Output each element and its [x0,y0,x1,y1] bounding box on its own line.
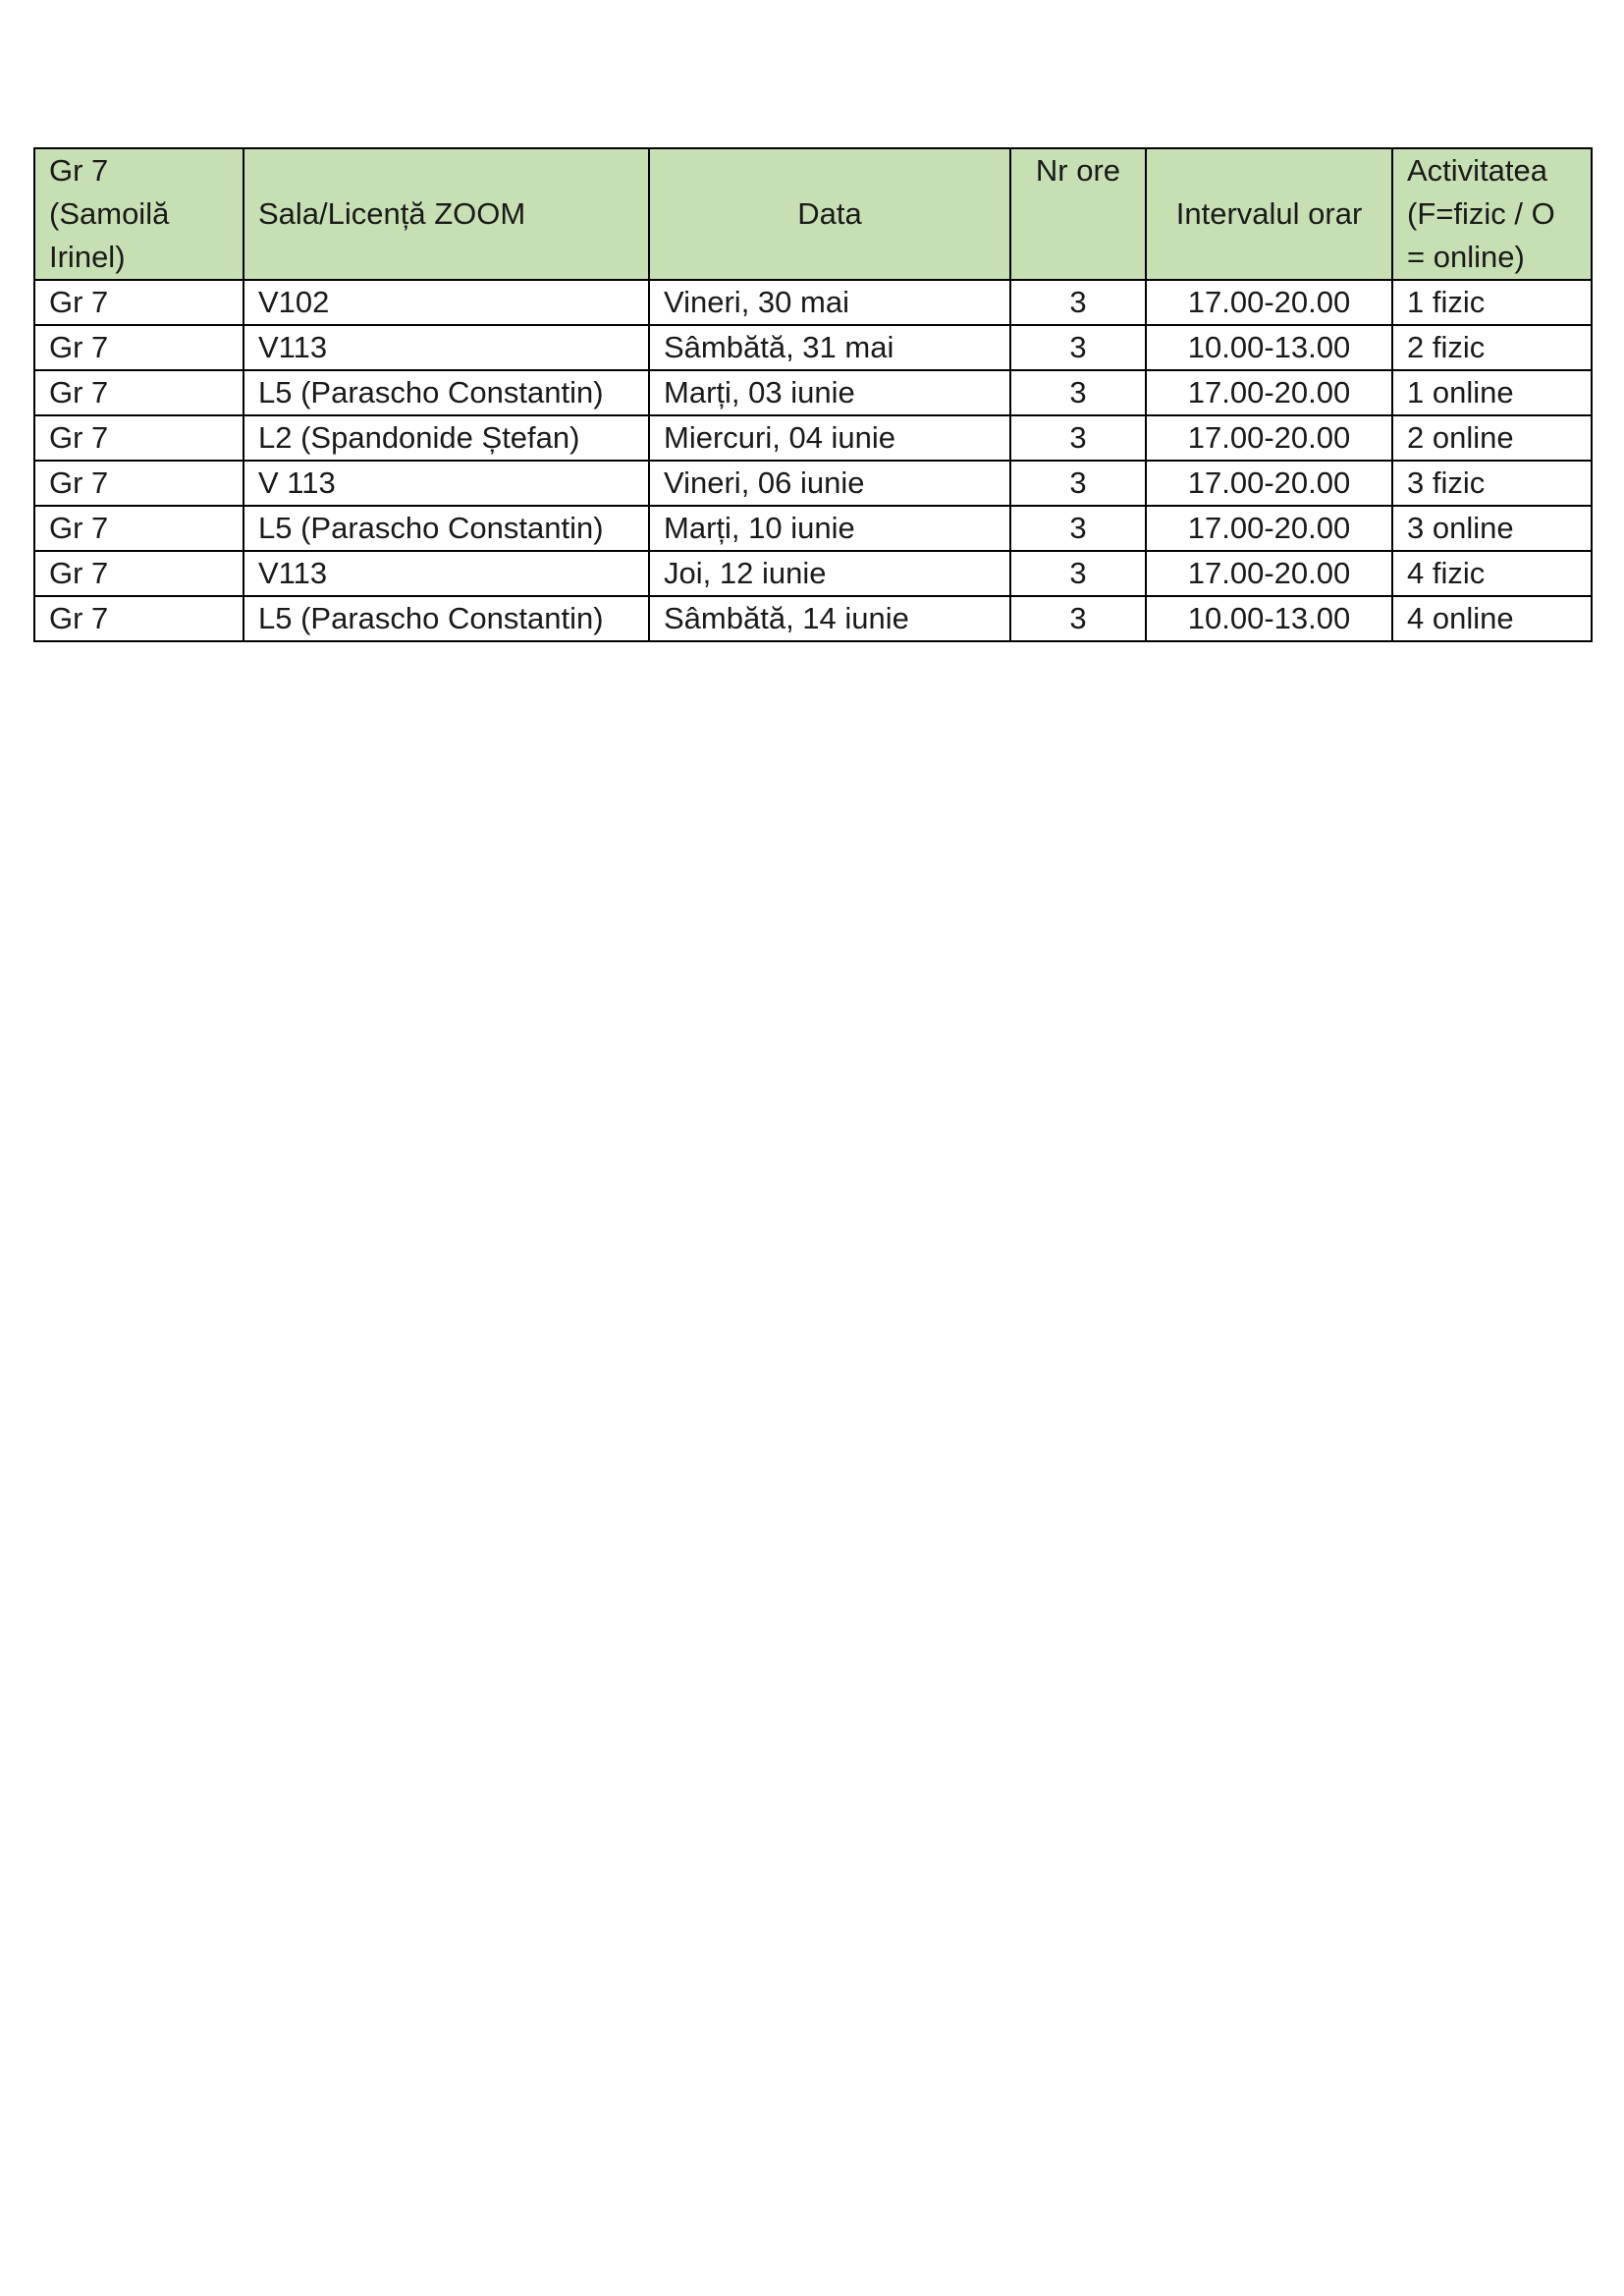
table-row [34,551,1592,596]
cell-hours: 3 [1010,596,1146,641]
cell-interval: 17.00-20.00 [1146,551,1392,596]
header-date: Data [649,148,1010,280]
cell-date: Sâmbătă, 14 iunie [649,596,1010,641]
cell-group: Gr 7 [34,280,244,325]
cell-hours: 3 [1010,325,1146,370]
header-row [34,148,1592,280]
cell-activity: 4 fizic [1392,551,1592,596]
cell-date: Sâmbătă, 31 mai [649,325,1010,370]
table-row [34,461,1592,506]
cell-activity: 4 online [1392,596,1592,641]
cell-date: Marți, 10 iunie [649,506,1010,551]
cell-activity: 3 online [1392,506,1592,551]
cell-activity: 1 online [1392,370,1592,415]
table-row [34,370,1592,415]
cell-interval: 17.00-20.00 [1146,506,1392,551]
cell-room: L5 (Parascho Constantin) [244,596,649,641]
table-row [34,325,1592,370]
schedule-table [33,147,1593,642]
cell-date: Vineri, 06 iunie [649,461,1010,506]
table-row [34,415,1592,461]
cell-hours: 3 [1010,280,1146,325]
cell-room: V 113 [244,461,649,506]
header-interval: Intervalul orar [1146,148,1392,280]
header-hours: Nr ore [1010,148,1146,280]
cell-group: Gr 7 [34,551,244,596]
header-activity: Activitatea (F=fizic / O = online) [1392,148,1592,280]
cell-interval: 17.00-20.00 [1146,415,1392,461]
cell-group: Gr 7 [34,415,244,461]
cell-activity: 2 online [1392,415,1592,461]
cell-room: L5 (Parascho Constantin) [244,370,649,415]
table-row [34,506,1592,551]
table-header [34,148,1592,280]
cell-interval: 17.00-20.00 [1146,370,1392,415]
cell-room: V113 [244,325,649,370]
table-row [34,280,1592,325]
cell-group: Gr 7 [34,461,244,506]
cell-interval: 10.00-13.00 [1146,325,1392,370]
cell-date: Vineri, 30 mai [649,280,1010,325]
cell-hours: 3 [1010,506,1146,551]
cell-hours: 3 [1010,370,1146,415]
table-body [34,280,1592,641]
cell-hours: 3 [1010,461,1146,506]
cell-activity: 2 fizic [1392,325,1592,370]
cell-hours: 3 [1010,551,1146,596]
cell-interval: 10.00-13.00 [1146,596,1392,641]
cell-room: L5 (Parascho Constantin) [244,506,649,551]
cell-group: Gr 7 [34,596,244,641]
header-group: Gr 7 (Samoilă Irinel) [34,148,244,280]
cell-room: V113 [244,551,649,596]
cell-date: Joi, 12 iunie [649,551,1010,596]
cell-activity: 1 fizic [1392,280,1592,325]
cell-group: Gr 7 [34,370,244,415]
cell-interval: 17.00-20.00 [1146,280,1392,325]
cell-room: V102 [244,280,649,325]
cell-room: L2 (Spandonide Ștefan) [244,415,649,461]
table-row [34,596,1592,641]
cell-group: Gr 7 [34,325,244,370]
cell-activity: 3 fizic [1392,461,1592,506]
header-room: Sala/Licență ZOOM [244,148,649,280]
cell-interval: 17.00-20.00 [1146,461,1392,506]
cell-date: Miercuri, 04 iunie [649,415,1010,461]
cell-hours: 3 [1010,415,1146,461]
cell-group: Gr 7 [34,506,244,551]
cell-date: Marți, 03 iunie [649,370,1010,415]
